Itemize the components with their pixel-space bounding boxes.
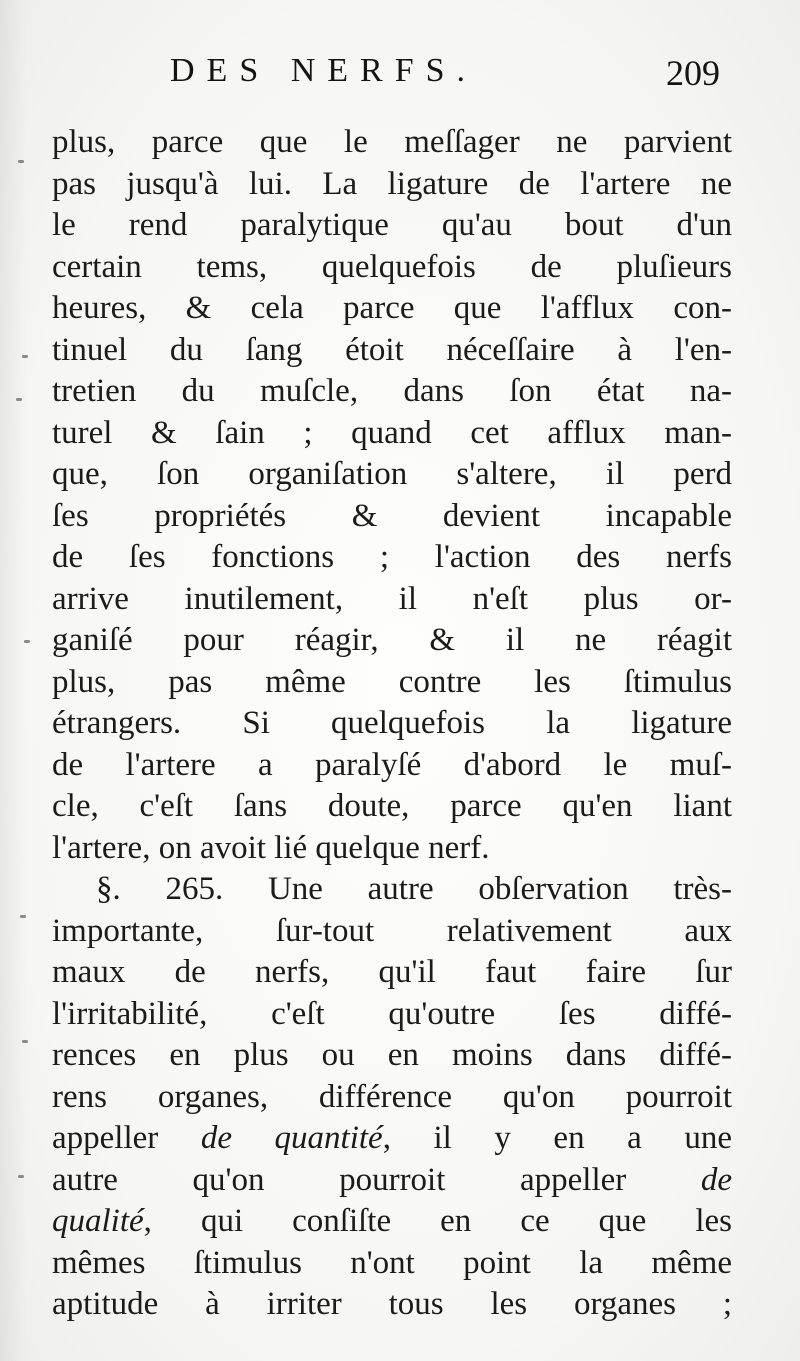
ink-speck [16, 398, 22, 401]
italic-term: qualité [52, 1203, 144, 1239]
text-line-with-italic [52, 1201, 732, 1243]
text-line: rens organes, différence qu'on pourroit [52, 1078, 732, 1115]
paragraph-end-line: l'artere, on avoit lié quelque nerf. [52, 829, 490, 866]
running-head [150, 52, 730, 102]
ink-speck [22, 355, 28, 358]
text-line: étrangers. Si quelquefois la ligature [52, 705, 732, 741]
running-title: DES NERFS. [170, 52, 478, 89]
ink-speck [18, 1175, 24, 1178]
text-segment: , qui conſiſte en ce que les [143, 1203, 732, 1239]
text-line: rences en plus ou en moins dans diffé- [52, 1037, 732, 1073]
text-line: tretien du muſcle, dans ſon état na- [52, 373, 732, 409]
text-line: maux de nerfs, qu'il faut faire ſur [52, 954, 732, 990]
text-segment: autre qu'on pourroit appeller [52, 1161, 701, 1198]
margin-specks [10, 120, 40, 1320]
text-line-with-italic [52, 1160, 732, 1202]
body-text [52, 122, 732, 1326]
text-line: l'irritabilité, c'eſt qu'outre ſes diffé- [52, 995, 732, 1032]
text-line: que, ſon organiſation s'altere, il perd [52, 456, 732, 492]
text-line: certain tems, quelquefois de pluſieurs [52, 248, 732, 285]
text-line: ſes propriétés & devient incapable [52, 497, 732, 534]
text-line: mêmes ſtimulus n'ont point la même [52, 1244, 732, 1281]
ink-speck [24, 640, 30, 643]
text-line: arrive inutilement, il n'eſt plus or- [52, 580, 732, 617]
text-line: heures, & cela parce que l'afflux con- [52, 290, 732, 326]
text-line: turel & ſain ; quand cet afflux man- [52, 414, 732, 451]
text-line: cle, c'eſt ſans doute, parce qu'en liant [52, 788, 732, 824]
text-line: plus, parce que le meſſager ne parvient [52, 124, 732, 160]
ink-speck [20, 915, 26, 918]
ink-speck [18, 160, 24, 163]
italic-term: de [700, 1161, 732, 1198]
text-line: plus, pas même contre les ſtimulus [52, 663, 732, 700]
text-line: pas jusqu'à lui. La ligature de l'artere ne [52, 165, 732, 202]
ink-speck [22, 1040, 28, 1043]
text-line: de ſes fonctions ; l'action des nerfs [52, 539, 732, 575]
italic-term: de quantité [200, 1120, 383, 1156]
text-line: importante, ſur-tout relativement aux [52, 912, 732, 949]
text-line: tinuel du ſang étoit néceſſaire à l'en- [52, 331, 732, 368]
text-segment: , il y en a une [382, 1120, 732, 1156]
section-start-line: §. 265. Une autre obſervation très- [96, 871, 732, 907]
text-line-with-italic [52, 1118, 732, 1160]
text-line: aptitude à irriter tous les organes ; [52, 1286, 732, 1322]
page-number: 209 [666, 53, 720, 93]
text-line: ganiſé pour réagir, & il ne réagit [52, 622, 732, 658]
text-line: le rend paralytique qu'au bout d'un [52, 207, 732, 243]
text-segment: appeller [52, 1120, 201, 1156]
text-line: de l'artere a paralyſé d'abord le muſ- [52, 746, 732, 783]
